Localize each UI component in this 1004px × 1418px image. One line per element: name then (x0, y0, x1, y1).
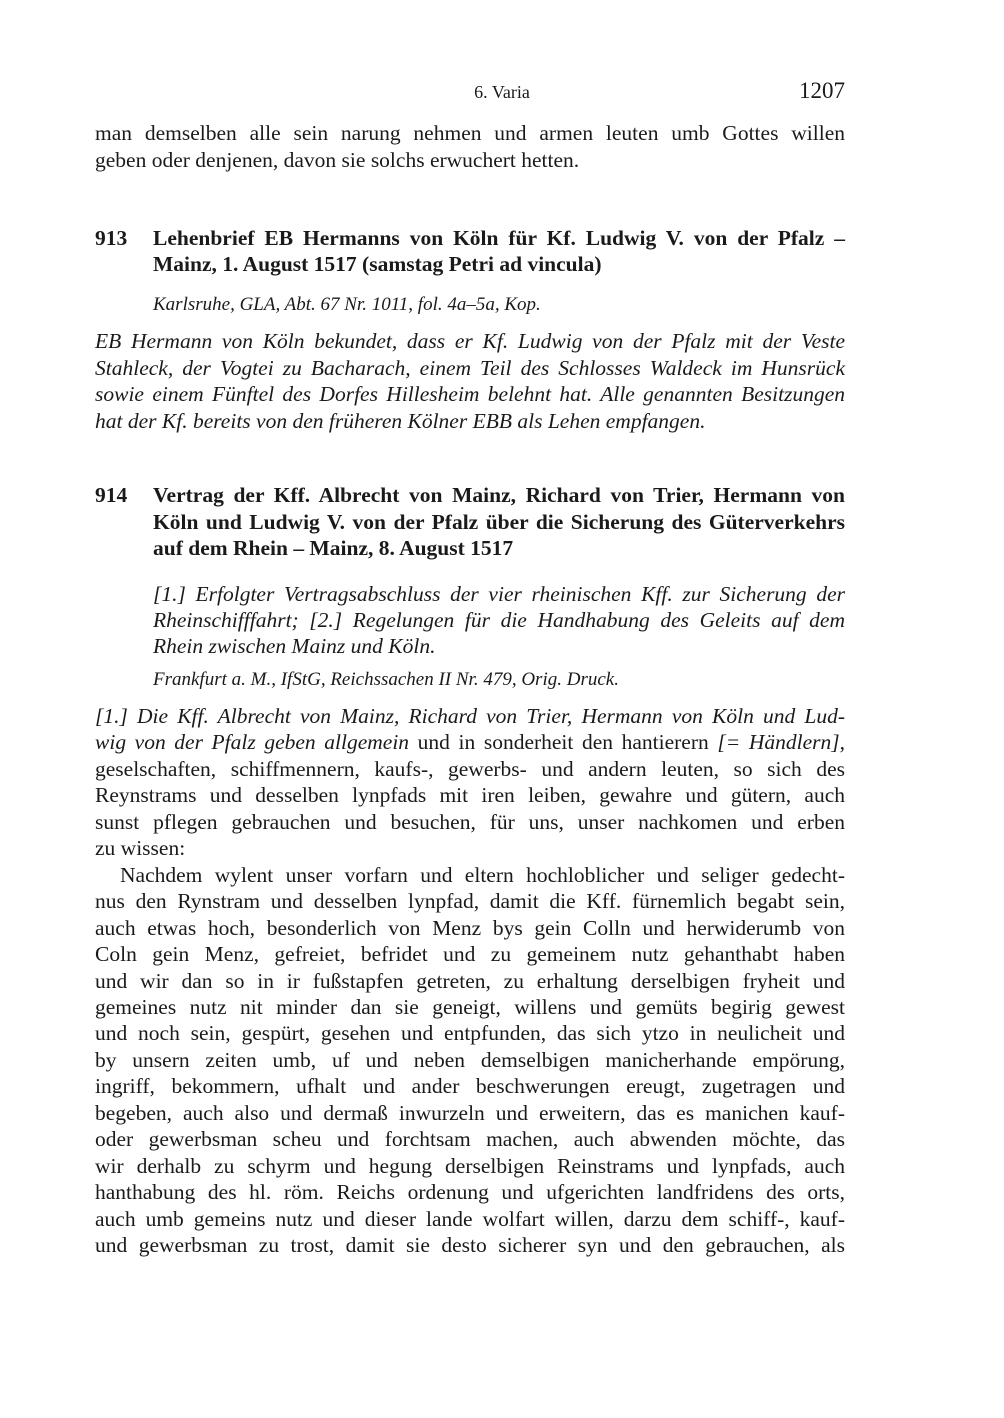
document-title-913-line: Lehenbrief EB Hermanns von Köln für Kf. Ludwig V. von der Pfalz – (153, 226, 845, 250)
editorial-italic-text: wig von der Pfalz geben allgemein (95, 730, 410, 755)
editorial-italic-text: [= Händlern] (717, 730, 840, 755)
body-text-line (95, 1074, 845, 1099)
quoted-text: by unsern zeiten umb, uf und neben demselbigen manicherhande empörung, (95, 1047, 845, 1072)
document-title-913-line: Mainz, 1. August 1517 (samstag Petri ad vincula) (153, 252, 602, 276)
summary-914-line: [1.] Erfolgter Vertragsabschluss der vier rheinischen Kff. zur Sicherung der (153, 582, 845, 606)
quoted-text: , (839, 730, 845, 755)
quoted-text: ingriff, bekommern, ufhalt und ander beschwerungen ereugt, zugetragen und (95, 1074, 845, 1099)
body-text-line (95, 969, 845, 994)
body-text-line (95, 889, 845, 914)
running-title: 6. Varia (474, 82, 530, 102)
quoted-text: sunst pflegen gebrauchen und besuchen, für uns, unser nachkomen und erben (95, 809, 845, 834)
quoted-text: geselschaften, schiffmennern, kaufs-, gewerbs- und andern leuten, so sich des (95, 756, 845, 781)
body-text-line (95, 1154, 845, 1179)
body-text-line (95, 1127, 845, 1152)
quoted-text: Coln gein Menz, gefreiet, befridet und zu gemeinem nutz gehanthabt haben (95, 942, 845, 967)
source-note-914: Frankfurt a. M., IfStG, Reichssachen II Nr. 479, Orig. Druck. (153, 669, 619, 690)
source-note-913: Karlsruhe, GLA, Abt. 67 Nr. 1011, fol. 4a–5a, Kop. (153, 294, 541, 315)
document-number-914: 914 (95, 483, 128, 507)
quoted-text: begeben, auch also und dermaß inwurzeln und erweitern, das es manichen kauf- (95, 1100, 845, 1125)
document-title-914-line: Köln und Ludwig V. von der Pfalz über die Sicherung des Güterverkehrs (153, 509, 845, 534)
body-text-line (120, 863, 845, 888)
page-number: 1207 (799, 78, 845, 103)
quoted-text: und noch sein, gespürt, gesehen und entpfunden, das sich ytzo in neulicheit und (95, 1021, 845, 1046)
summary-914-line: Rheinschifffahrt; [2.] Regelungen für die Handhabung des Geleits auf dem (153, 608, 845, 632)
quoted-text: hanthabung des hl. röm. Reichs ordenung und ufgerichten landfridens des orts, (95, 1180, 845, 1205)
summary-913-line: hat der Kf. bereits von den früheren Kölner EBB als Lehen empfangen. (95, 408, 706, 433)
summary-913-line: Stahleck, der Vogtei zu Bacharach, einem Teil des Schlosses Waldeck im Hunsrück (95, 355, 845, 380)
body-text-line (95, 1207, 845, 1232)
body-text-line (95, 1021, 845, 1046)
body-text-line (95, 1048, 845, 1073)
body-text-line (95, 783, 845, 808)
quoted-text: wir derhalb zu schyrm und hegung derselbigen Reinstrams und lynpfads, auch (95, 1153, 845, 1178)
body-text-line (95, 942, 845, 967)
body-text-line (95, 704, 845, 729)
quoted-text: nus den Rynstram und desselben lynpfad, damit die Kff. fürnemlich begabt sein, (95, 889, 845, 914)
editorial-italic-text: [1.] Die Kff. Albrecht von Mainz, Richard von Trier, Hermann von Köln und Lud- (95, 704, 845, 728)
summary-913-line: sowie einem Fünftel des Dorfes Hillesheim belehnt hat. Alle genannten Besitzungen (95, 382, 845, 406)
summary-914-line: Rhein zwischen Mainz und Köln. (153, 634, 436, 658)
body-text-line (95, 1101, 845, 1126)
body-text-line (95, 730, 845, 755)
quoted-text: oder gewerbsman scheu und forchtsam machen, auch abwenden möchte, das (95, 1127, 845, 1152)
body-text-line (95, 1180, 845, 1205)
quoted-text: und in sonderheit den hantierern (409, 730, 718, 755)
intro-text-line: geben oder denjenen, davon sie solchs erwuchert hetten. (95, 147, 580, 172)
quoted-text: und wir dan so in ir fußstapfen getreten, zu erhaltung derselbigen fryheit und (95, 968, 845, 993)
body-text-line (95, 810, 845, 835)
document-title-914-line: auf dem Rhein – Mainz, 8. August 1517 (153, 536, 514, 560)
document-number-913: 913 (95, 226, 128, 250)
quoted-text: Nachdem wylent unser vorfarn und eltern hochloblicher und seliger gedecht- (120, 862, 845, 887)
body-text-line (95, 1233, 845, 1258)
quoted-text: Reynstrams und desselben lynpfads mit iren leiben, gewahre und gütern, auch (95, 783, 845, 808)
document-title-914-line: Vertrag der Kff. Albrecht von Mainz, Richard von Trier, Hermann von (153, 483, 845, 507)
summary-913-line: EB Hermann von Köln bekundet, dass er Kf. Ludwig von der Pfalz mit der Veste (95, 329, 845, 353)
body-text-line (95, 916, 845, 941)
intro-text-line: man demselben alle sein narung nehmen und armen leuten umb Gottes willen (95, 121, 845, 145)
body-text-line (95, 995, 845, 1020)
quoted-text: gemeines nutz nit minder dan sie geneigt, willens und gemüts begirig gewest (95, 994, 845, 1019)
quoted-text: auch etwas hoch, besonderlich von Menz bys gein Colln und herwiderumb von (95, 915, 845, 940)
quoted-text: und gewerbsman zu trost, damit sie desto sicherer syn und den gebrauchen, als (95, 1233, 845, 1257)
quoted-text: auch umb gemeins nutz und dieser lande wolfart willen, darzu dem schiff-, kauf- (95, 1206, 845, 1231)
quoted-text: zu wissen: (95, 836, 186, 861)
body-text-line (95, 757, 845, 782)
body-text-line (95, 836, 845, 861)
